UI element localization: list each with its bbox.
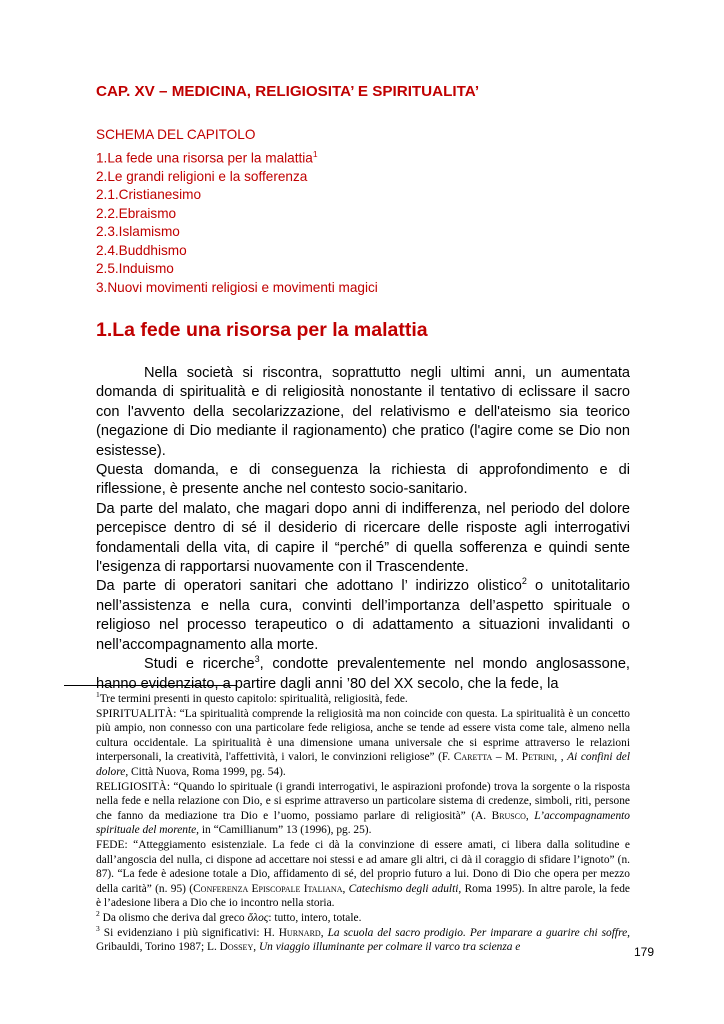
paragraph: Studi e ricerche$^3$, condotte prevalentemente nel mondo anglosassone, hanno evidenziato, a partire dagli anni ’80 del XX secolo, che la fede, la bbox=[96, 654, 630, 692]
paragraph: Da parte del malato, che magari dopo anni di indifferenza, nel periodo del dolore percepisce dentro di sé il desiderio di ricercare delle risposte agli interrogativi fondamentali della vita, di capire il “perché” di quella sofferenza e quindi sente l'esigenza di rapportarsi nuovamente con il Trascendente. bbox=[96, 500, 630, 576]
toc-item: 2.Le grandi religioni e la sofferenza bbox=[96, 168, 308, 184]
footnote-ref: 2 bbox=[521, 576, 527, 587]
section-title: 1.La fede una risorsa per la malattia bbox=[96, 319, 428, 341]
footnote-separator bbox=[64, 685, 236, 686]
toc-item: 1.La fede una risorsa per la malattia$^1$ bbox=[96, 148, 318, 166]
toc-item: 2.5.Induismo bbox=[96, 261, 174, 277]
toc-item: 2.4.Buddhismo bbox=[96, 242, 187, 258]
toc-heading: SCHEMA DEL CAPITOLO bbox=[96, 127, 256, 142]
footnote-religiosita: RELIGIOSITÀ: “Quando lo spirituale (i grandi interrogativi, le aspirazioni profonde) trova la sorgente o la risposta nella fede e nella relazione con Dio, e si esprime attraverso un particolare sistema di credenze, simboli, riti, persone che fanno da mediazione tra Dio e l’uomo, possiamo parlare di religiosità” (A. Brusco, L’accompagnamento spirituale del morente, in “Camillianum” 13 (1996), pg. 25). bbox=[96, 780, 630, 837]
page-number: 179 bbox=[634, 945, 655, 959]
paragraph: Nella società si riscontra, soprattutto negli ultimi anni, un aumentata domanda di spiritualità e di religiosità nonostante il tentativo di eclissare il sacro con l'avvento della secolarizzazione, del relativismo e dell'ateismo sia teorico (negazione di Dio mediante il ragionamento) che pratico (l'agire come se Dio non esistesse). bbox=[96, 365, 630, 459]
footnote-ref: 3 bbox=[254, 654, 260, 665]
footnotes bbox=[96, 692, 630, 955]
toc-item: 2.2.Ebraismo bbox=[96, 205, 177, 221]
footnote-fede: FEDE: “Atteggiamento esistenziale. La fede ci dà la convinzione di essere amati, ci libera dalla solitudine e dall’angoscia del nulla, ci dispone ad accettare noi stessi e ad amare gli altri, ci dà il coraggio di sfidare l’ignoto” (n. 87). “La fede è adesione totale a Dio, affidamento di sé, del proprio futuro a lui. Dono di Dio che opera per mezzo della carità” (n. 95) (Conferenza Episcopale Italiana, Catechismo degli adulti, Roma 1995). In altre parole, la fede è l’adesione libera a Dio che io incontro nella storia. bbox=[96, 838, 630, 910]
toc-item: 3.Nuovi movimenti religiosi e movimenti magici bbox=[96, 279, 378, 295]
paragraph: Da parte di operatori sanitari che adottano l’ indirizzo olistico$^2$ o unitotalitario nell’assistenza e nella cura, convinti dell’importanza dell’aspetto spirituale o religioso nel processo terapeutico o di adattamento a situazioni invalidanti o nell’accompagnamento alla morte. bbox=[96, 576, 630, 653]
chapter-outline bbox=[96, 126, 656, 297]
toc-item: 2.3.Islamismo bbox=[96, 224, 180, 240]
footnote-1: $^1$Tre termini presenti in questo capitolo: spiritualità, religiosità, fede. bbox=[96, 690, 408, 705]
paragraph: Questa domanda, e di conseguenza la richiesta di approfondimento e di riflessione, è presente anche nel contesto socio-sanitario. bbox=[96, 462, 630, 498]
chapter-title: CAP. XV – MEDICINA, RELIGIOSITA’ E SPIRITUALITA’ bbox=[96, 83, 480, 100]
footnote-spiritualita: SPIRITUALITÀ: “La spiritualità comprende la religiosità ma non coincide con questa. La spiritualità è un concetto più ampio, non connesso con una particolare fede religiosa, anche se tende ad essere vista come tale, almeno nella cultura occidentale. La spiritualità è una dimensione umana universale che si esprime attraverso le relazioni interpersonali, la creatività, l'affettività, i valori, le convinzioni religiose” (F. Caretta – M. Petrini, , Ai confini del dolore, Città Nuova, Roma 1999, pg. 54). bbox=[96, 707, 630, 778]
toc-item: 2.1.Cristianesimo bbox=[96, 187, 202, 203]
footnote-3: $^3$ Si evidenziano i più significativi: H. Hurnard, La scuola del sacro prodigio. Per imparare a guarire chi soffre, Gribauldi, Torino 1987; L. Dossey, Un viaggio illuminante per colmare il varco tra scienza e bbox=[96, 923, 630, 954]
footnote-ref: 1 bbox=[312, 148, 318, 159]
body-text bbox=[96, 364, 630, 694]
footnote-2: $^2$ Da olismo che deriva dal greco ὅλος: tutto, intero, totale. bbox=[96, 909, 362, 924]
